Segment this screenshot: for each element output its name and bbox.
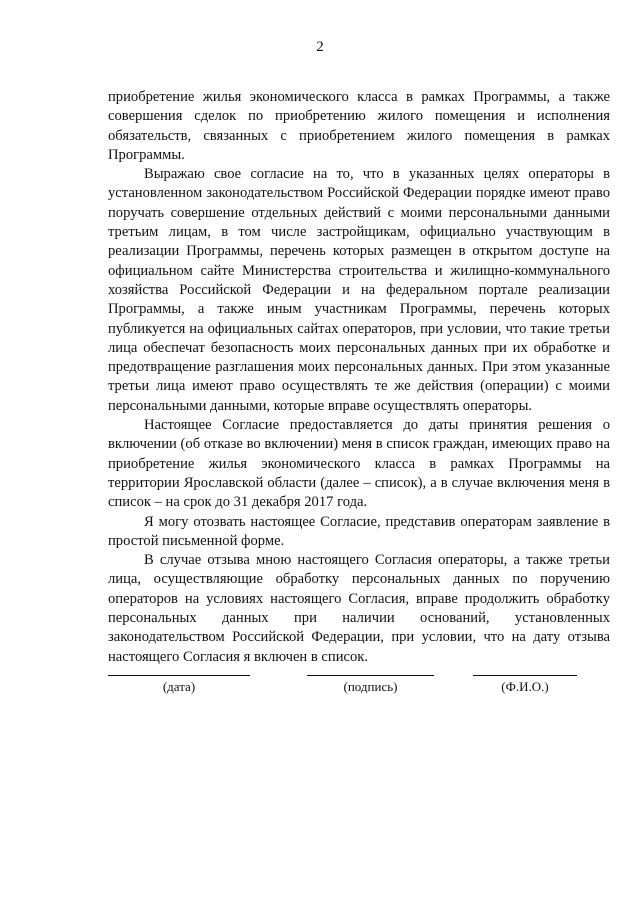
fio-field: [473, 661, 577, 695]
date-caption: (дата): [162, 679, 196, 694]
document-body: [108, 88, 610, 667]
date-field: [108, 661, 250, 695]
date-line: [108, 661, 250, 676]
signature-caption: (подпись): [343, 679, 398, 694]
paragraph-consent-term: Настоящее Согласие предоставляется до даты принятия решения о включении (об отказе во включении) меня в список граждан, имеющих право на приобретение жилья экономического класса в рамках Программы на территории Ярославской области (далее – список), а в случае включения меня в список – на срок до 31 декабря 2017 года.: [108, 417, 610, 511]
paragraph-continuation: приобретение жилья экономического класса в рамках Программы, а также совершения сделок по приобретению жилого помещения и исполнения обязательств, связанных с приобретением жилого помещения в рамках Программы.: [108, 89, 610, 163]
signature-block: [0, 661, 640, 701]
signature-line: [307, 661, 434, 676]
paragraph-revocation-consequences: В случае отзыва мною настоящего Согласия операторы, а также третьи лица, осуществляющие обработку персональных данных по поручению операторов на условиях настоящего Согласия, вправе продолжить обработку персональных данных при наличии оснований, установленных законодательством Российской Федерации, при условии, что на дату отзыва настоящего Согласия я включен в список.: [108, 552, 610, 665]
signature-field: [307, 661, 434, 695]
fio-line: [473, 661, 577, 676]
paragraph-revocation: Я могу отозвать настоящее Согласие, представив операторам заявление в простой письменной форме.: [108, 513, 610, 549]
page-number: 2: [316, 39, 324, 55]
paragraph-consent-third-parties: Выражаю свое согласие на то, что в указанных целях операторы в установленном законодательством Российской Федерации порядке имеют право поручать совершение отдельных действий с моими персональными данными третьим лицам, в том числе застройщикам, официально участвующим в реализации Программы, перечень которых размещен в открытом доступе на официальном сайте Министерства строительства и жилищно-коммунального хозяйства Российской Федерации и на федеральном портале реализации Программы, а также иным участникам Программы, перечень которых публикуется на официальных сайтах операторов, при условии, что такие третьи лица обеспечат безопасность моих персональных данных при их обработке и предотвращение разглашения моих персональных данных. При этом указанные третьи лица имеют право осуществлять те же действия (операции) с моими персональными данными, которые вправе осуществлять операторы.: [108, 166, 610, 414]
fio-caption: (Ф.И.О.): [501, 679, 549, 694]
